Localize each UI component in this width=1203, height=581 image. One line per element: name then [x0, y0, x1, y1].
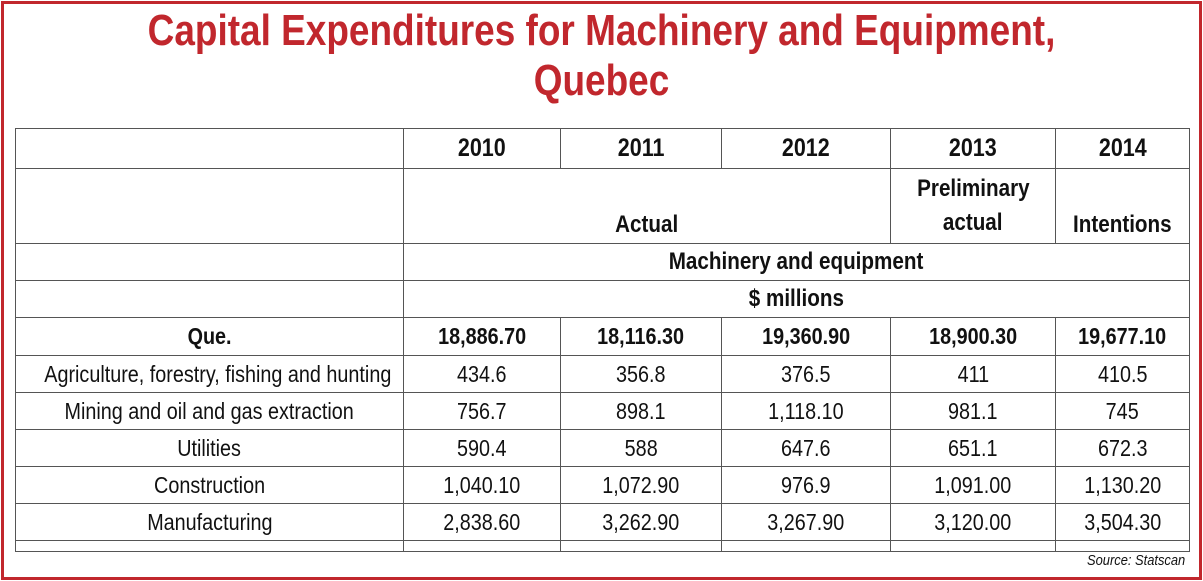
year-2013: 2013 — [891, 129, 1056, 169]
row-value: 3,120.00 — [891, 504, 1056, 541]
table-spacer-row — [16, 541, 1190, 552]
row-value: 376.5 — [722, 356, 891, 393]
row-value: 651.1 — [891, 430, 1056, 467]
row-value: 590.4 — [404, 430, 561, 467]
row-label: Agriculture, forestry, fishing and hunting — [16, 356, 404, 393]
row-value: 1,091.00 — [891, 467, 1056, 504]
spacer-cell — [1056, 541, 1190, 552]
status-header-row — [16, 169, 1190, 244]
header-blank — [16, 129, 404, 169]
status-blank — [16, 169, 404, 244]
title-line-1: Capital Expenditures for Machinery and Equipment, — [147, 6, 1056, 55]
row-value: 976.9 — [722, 467, 891, 504]
row-value: 745 — [1056, 393, 1190, 430]
status-actual: Actual — [404, 169, 891, 244]
year-header-row — [16, 129, 1190, 169]
row-value: 756.7 — [404, 393, 561, 430]
row-label: Manufacturing — [16, 504, 404, 541]
year-2010: 2010 — [404, 129, 561, 169]
row-label: Mining and oil and gas extraction — [16, 393, 404, 430]
row-value: 411 — [891, 356, 1056, 393]
spacer-cell — [561, 541, 722, 552]
table-row — [16, 504, 1190, 541]
spacer-cell — [891, 541, 1056, 552]
row-value: 588 — [561, 430, 722, 467]
category-blank — [16, 244, 404, 281]
total-label: Que. — [16, 318, 404, 356]
total-value: 18,886.70 — [404, 318, 561, 356]
spacer-cell — [404, 541, 561, 552]
chart-title — [100, 6, 1104, 106]
row-value: 434.6 — [404, 356, 561, 393]
total-row — [16, 318, 1190, 356]
row-value: 1,130.20 — [1056, 467, 1190, 504]
year-2014: 2014 — [1056, 129, 1190, 169]
source-note: Source: Statscan — [1086, 552, 1185, 569]
row-value: 672.3 — [1056, 430, 1190, 467]
row-value: 647.6 — [722, 430, 891, 467]
total-value: 18,116.30 — [561, 318, 722, 356]
category-row — [16, 244, 1190, 281]
total-value: 18,900.30 — [891, 318, 1056, 356]
category-label: Machinery and equipment — [404, 244, 1190, 281]
row-value: 1,040.10 — [404, 467, 561, 504]
table-row — [16, 393, 1190, 430]
table-row — [16, 430, 1190, 467]
spacer-cell — [722, 541, 891, 552]
year-2012: 2012 — [722, 129, 891, 169]
title-line-2: Quebec — [533, 56, 670, 105]
chart-frame — [1, 1, 1202, 580]
row-value: 898.1 — [561, 393, 722, 430]
row-value: 1,118.10 — [722, 393, 891, 430]
unit-row — [16, 281, 1190, 318]
row-value: 2,838.60 — [404, 504, 561, 541]
total-value: 19,360.90 — [722, 318, 891, 356]
status-preliminary-line2: actual — [943, 209, 1003, 236]
status-preliminary — [891, 169, 1056, 244]
spacer-cell — [16, 541, 404, 552]
row-value: 3,262.90 — [561, 504, 722, 541]
total-value: 19,677.10 — [1056, 318, 1190, 356]
table-row — [16, 356, 1190, 393]
row-value: 3,267.90 — [722, 504, 891, 541]
row-label: Utilities — [16, 430, 404, 467]
data-table — [15, 128, 1190, 552]
status-preliminary-line1: Preliminary — [916, 175, 1030, 202]
row-value: 356.8 — [561, 356, 722, 393]
row-label: Construction — [16, 467, 404, 504]
unit-blank — [16, 281, 404, 318]
row-value: 981.1 — [891, 393, 1056, 430]
year-2011: 2011 — [561, 129, 722, 169]
unit-label: $ millions — [404, 281, 1190, 318]
row-value: 1,072.90 — [561, 467, 722, 504]
row-value: 410.5 — [1056, 356, 1190, 393]
row-value: 3,504.30 — [1056, 504, 1190, 541]
table-row — [16, 467, 1190, 504]
status-intentions: Intentions — [1056, 169, 1190, 244]
